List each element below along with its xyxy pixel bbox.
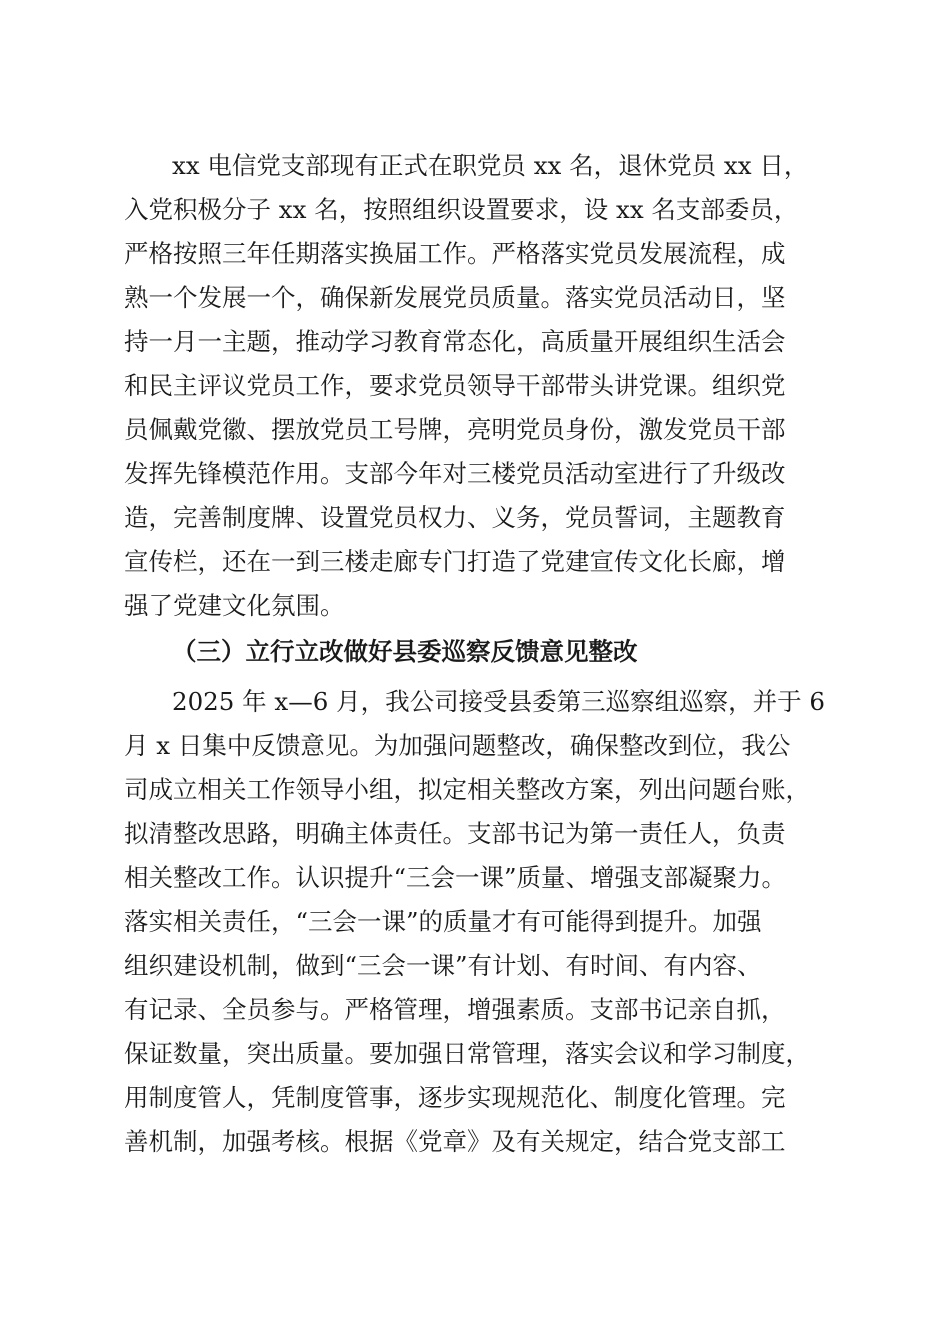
section-heading — [0, 632, 950, 672]
line-text: 相关整改工作。认识提升“三会一课”质量、增强支部凝聚力。 — [124, 863, 787, 892]
paragraph-line — [0, 586, 950, 626]
line-text: 保证数量，突出质量。要加强日常管理，落实会议和学习制度， — [124, 1039, 810, 1068]
line-text: 发挥先锋模范作用。支部今年对三楼党员活动室进行了升级改 — [124, 459, 786, 488]
paragraph-line — [0, 814, 950, 854]
line-text: 用制度管人，凭制度管事，逐步实现规范化、制度化管理。完 — [124, 1083, 786, 1112]
line-text: 司成立相关工作领导小组，拟定相关整改方案，列出问题台账， — [124, 775, 810, 804]
paragraph-line — [0, 682, 950, 722]
line-text: 有记录、全员参与。严格管理，增强素质。支部书记亲自抓， — [124, 995, 786, 1024]
heading-text: （三）立行立改做好县委巡察反馈意见整改 — [172, 637, 638, 666]
paragraph-line — [0, 410, 950, 450]
line-text: 组织建设机制，做到“三会一课”有计划、有时间、有内容、 — [124, 951, 762, 980]
line-text: 和民主评议党员工作，要求党员领导干部带头讲党课。组织党 — [124, 371, 786, 400]
paragraph-line — [0, 990, 950, 1030]
paragraph-line — [0, 498, 950, 538]
paragraph-line — [0, 1078, 950, 1118]
line-text: 持一月一主题，推动学习教育常态化，高质量开展组织生活会 — [124, 327, 786, 356]
line-text: 落实相关责任，“三会一课”的质量才有可能得到提升。加强 — [124, 907, 762, 936]
line-text: 善机制，加强考核。根据《党章》及有关规定，结合党支部工 — [124, 1127, 786, 1156]
line-text: 造，完善制度牌、设置党员权力、义务，党员誓词，主题教育 — [124, 503, 786, 532]
line-text: 月 x 日集中反馈意见。为加强问题整改，确保整改到位，我公 — [124, 731, 791, 760]
paragraph-line — [0, 902, 950, 942]
paragraph-line — [0, 542, 950, 582]
line-text: xx 电信党支部现有正式在职党员 xx 名，退休党员 xx 日， — [172, 151, 809, 180]
paragraph-line — [0, 1034, 950, 1074]
line-text: 2025 年 x—6 月，我公司接受县委第三巡察组巡察，并于 6 — [172, 687, 825, 716]
line-text: 严格按照三年任期落实换届工作。严格落实党员发展流程，成 — [124, 239, 786, 268]
paragraph-line — [0, 322, 950, 362]
paragraph-line — [0, 946, 950, 986]
paragraph-line — [0, 726, 950, 766]
paragraph-line — [0, 234, 950, 274]
line-text: 员佩戴党徽、摆放党员工号牌，亮明党员身份，激发党员干部 — [124, 415, 786, 444]
line-text: 拟清整改思路，明确主体责任。支部书记为第一责任人，负责 — [124, 819, 786, 848]
line-text: 入党积极分子 xx 名，按照组织设置要求，设 xx 名支部委员， — [124, 195, 799, 224]
line-text: 宣传栏，还在一到三楼走廊专门打造了党建宣传文化长廊，增 — [124, 547, 786, 576]
paragraph-line — [0, 146, 950, 186]
paragraph-line — [0, 858, 950, 898]
paragraph-line — [0, 190, 950, 230]
line-text: 强了党建文化氛围。 — [124, 591, 345, 620]
paragraph-line — [0, 1122, 950, 1162]
paragraph-line — [0, 454, 950, 494]
paragraph-line — [0, 770, 950, 810]
line-text: 熟一个发展一个，确保新发展党员质量。落实党员活动日，坚 — [124, 283, 786, 312]
paragraph-line — [0, 278, 950, 318]
paragraph-line — [0, 366, 950, 406]
